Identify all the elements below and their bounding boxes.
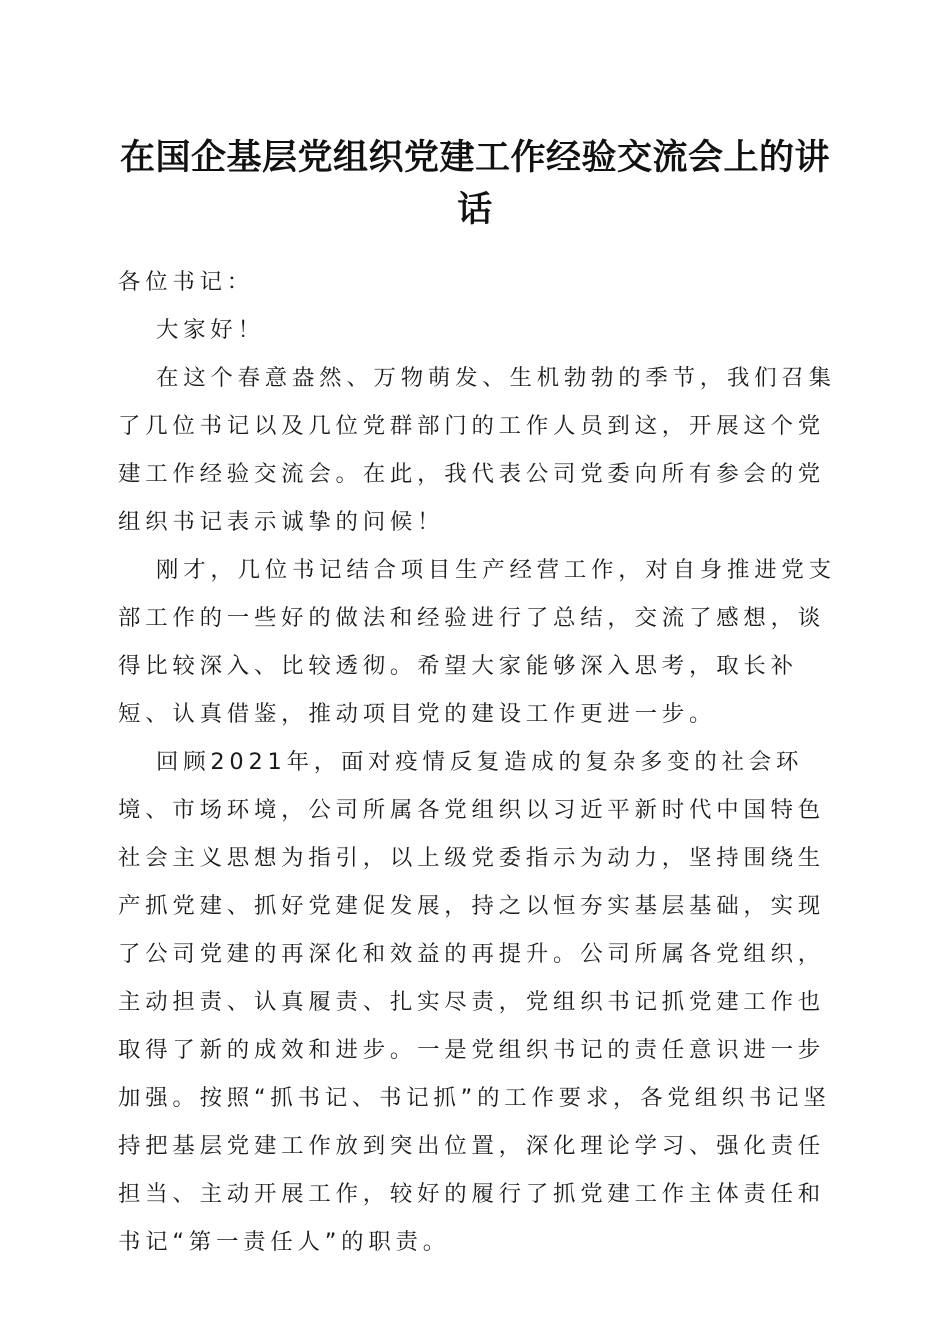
paragraph-opening: 在这个春意盎然、万物萌发、生机勃勃的季节，我们召集了几位书记以及几位党群部门的工作人员到这，开展这个党建工作经验交流会。在此，我代表公司党委向所有参会的党组织书记表示诚挚的问候！ (118, 365, 836, 535)
paragraph-review: 回顾2021年，面对疫情反复造成的复杂多变的社会环境、市场环境，公司所属各党组织以习近平新时代中国特色社会主义思想为指引，以上级党委指示为动力，坚持围绕生产抓党建、抓好党建促发展，持之以恒夯实基层基础，实现了公司党建的再深化和效益的再提升。公司所属各党组织，主动担责、认真履责、扎实尽责，党组织书记抓党建工作也取得了新的成效和进步。一是党组织书记的责任意识进一步加强。按照“抓书记、书记抓”的工作要求，各党组织书记坚持把基层党建工作放到突出位置，深化理论学习、强化责任担当、主动开展工作，较好的履行了抓党建工作主体责任和书记“第一责任人”的职责。 (118, 749, 831, 1255)
salutation: 各位书记： (118, 269, 254, 295)
paragraph-greeting: 大家好！ (156, 317, 265, 343)
document-title: 在国企基层党组织党建工作经验交流会上的讲话 (119, 137, 830, 230)
document-body (118, 258, 842, 1266)
paragraph-summary: 刚才，几位书记结合项目生产经营工作，对自身推进党支部工作的一些好的做法和经验进行了总结，交流了感想，谈得比较深入、比较透彻。希望大家能够深入思考，取长补短、认真借鉴，推动项目党的建设工作更进一步。 (118, 557, 836, 727)
